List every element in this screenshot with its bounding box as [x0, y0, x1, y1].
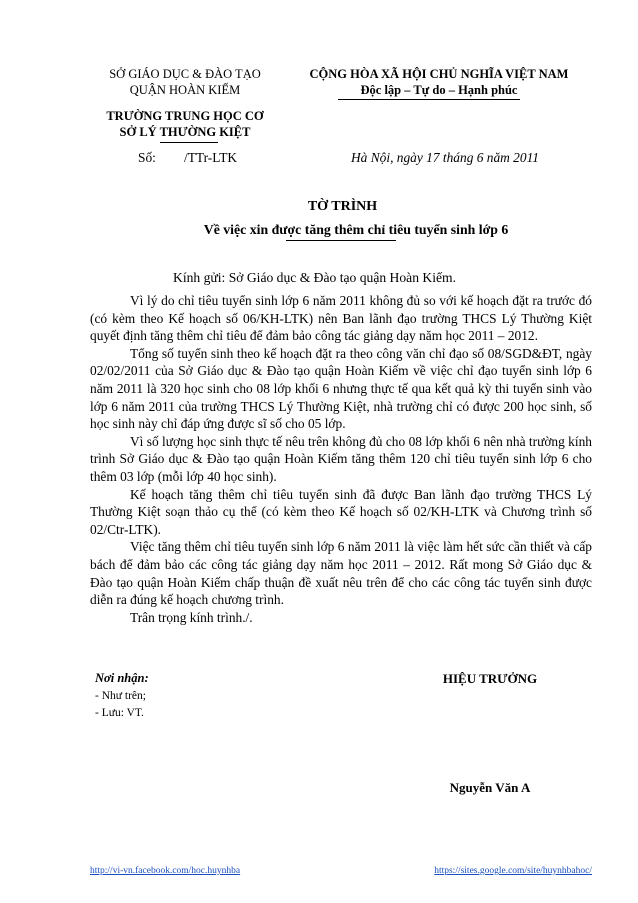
signer-role: HIỆU TRƯỞNG [442, 671, 538, 686]
department-name [90, 66, 280, 98]
country-name: CỘNG HÒA XÃ HỘI CHỦ NGHĨA VIỆT NAM [309, 67, 569, 81]
signer-name: Nguyễn Văn A [449, 780, 531, 795]
paragraph: Tổng số tuyển sinh theo kế hoạch đặt ra theo công văn chỉ đạo số 08/SGD&ĐT, ngày 02/02/2011 của Sở Giáo dục & Đào tạo quận Hoàn Kiếm về việc chỉ đạo tuyển sinh lớp 6 năm 2011 là 320 học sinh cho 08 lớp khối 6 nhưng thực tế qua kết quả kỳ thi tuyển sinh vào lớp 6 năm 2011 của trường THCS Lý Thường Kiệt, nhà trường chỉ có được 200 học sinh, số học sinh này chỉ đáp ứng được sĩ số cho 05 lớp. [90, 345, 592, 432]
subtitle-underline [286, 240, 396, 241]
recipient-item: - Lưu: VT. [95, 707, 144, 719]
school-line2: SỞ LÝ THƯỜNG KIỆT [119, 125, 251, 139]
school-name [90, 108, 280, 140]
paragraph: Trân trọng kính trình./. [130, 609, 253, 625]
recipient-item: - Như trên; [95, 690, 146, 702]
paragraph: Kế hoạch tăng thêm chỉ tiêu tuyển sinh đã được Ban lãnh đạo trường THCS Lý Thường Kiệt soạn thảo cụ thể (có kèm theo Kế hoạch số 02/KH-LTK và Chương trình số 02/Ctr-LTK). [90, 486, 592, 537]
national-motto [296, 66, 582, 98]
department-line1: SỞ GIÁO DỤC & ĐÀO TẠO [109, 67, 261, 81]
facebook-link[interactable]: http://vi-vn.facebook.com/hoc.huynhba [90, 866, 241, 876]
school-underline [160, 142, 218, 143]
paragraph: Vì lý do chỉ tiêu tuyển sinh lớp 6 năm 2011 không đủ so với kế hoạch đặt ra trước đó (có kèm theo Kế hoạch số 06/KH-LTK) nên Ban lãnh đạo trường THCS Lý Thường Kiệt quyết định tăng thêm chỉ tiêu để đảm bảo công tác giảng dạy năm học 2011 – 2012. [90, 293, 592, 344]
motto-underline [338, 99, 520, 100]
document-number: /TTr-LTK [184, 150, 238, 165]
greeting: Kính gửi: Sở Giáo dục & Đào tạo quận Hoàn Kiếm. [173, 270, 456, 285]
document-number-label: Số: [138, 150, 156, 165]
recipients-label: Nơi nhận: [95, 671, 149, 685]
google-sites-link[interactable]: https://sites.google.com/site/huynhbahoc/ [434, 866, 592, 876]
paragraph: Vì số lượng học sinh thực tế nêu trên không đủ cho 08 lớp khối 6 nên nhà trường kính trình Sở Giáo dục & Đào tạo quận Hoàn Kiếm tăng thêm 120 chỉ tiêu tuyển sinh lớp 6 cho thêm 03 lớp (mỗi lớp 40 học sinh). [90, 433, 592, 484]
document-body [90, 292, 592, 626]
document-title: TỜ TRÌNH [307, 199, 378, 214]
document-subtitle: Về việc xin được tăng thêm chỉ tiêu tuyển sinh lớp 6 [203, 222, 509, 237]
recipients-list [95, 688, 146, 722]
school-line1: TRƯỜNG TRUNG HỌC CƠ [106, 109, 264, 123]
document-date: Hà Nội, ngày 17 tháng 6 năm 2011 [351, 150, 539, 165]
department-line2: QUẬN HOÀN KIẾM [129, 83, 241, 97]
paragraph: Việc tăng thêm chỉ tiêu tuyển sinh lớp 6 năm 2011 là việc làm hết sức cần thiết và cấp bách để đảm bảo các công tác giảng dạy năm học 2011 – 2012. Rất mong Sở Giáo dục & Đào tạo quận Hoàn Kiếm chấp thuận đề xuất nêu trên để cho các công tác tuyển sinh được diễn ra đúng kế hoạch chương trình. [90, 539, 592, 608]
motto: Độc lập – Tự do – Hạnh phúc [360, 83, 518, 97]
